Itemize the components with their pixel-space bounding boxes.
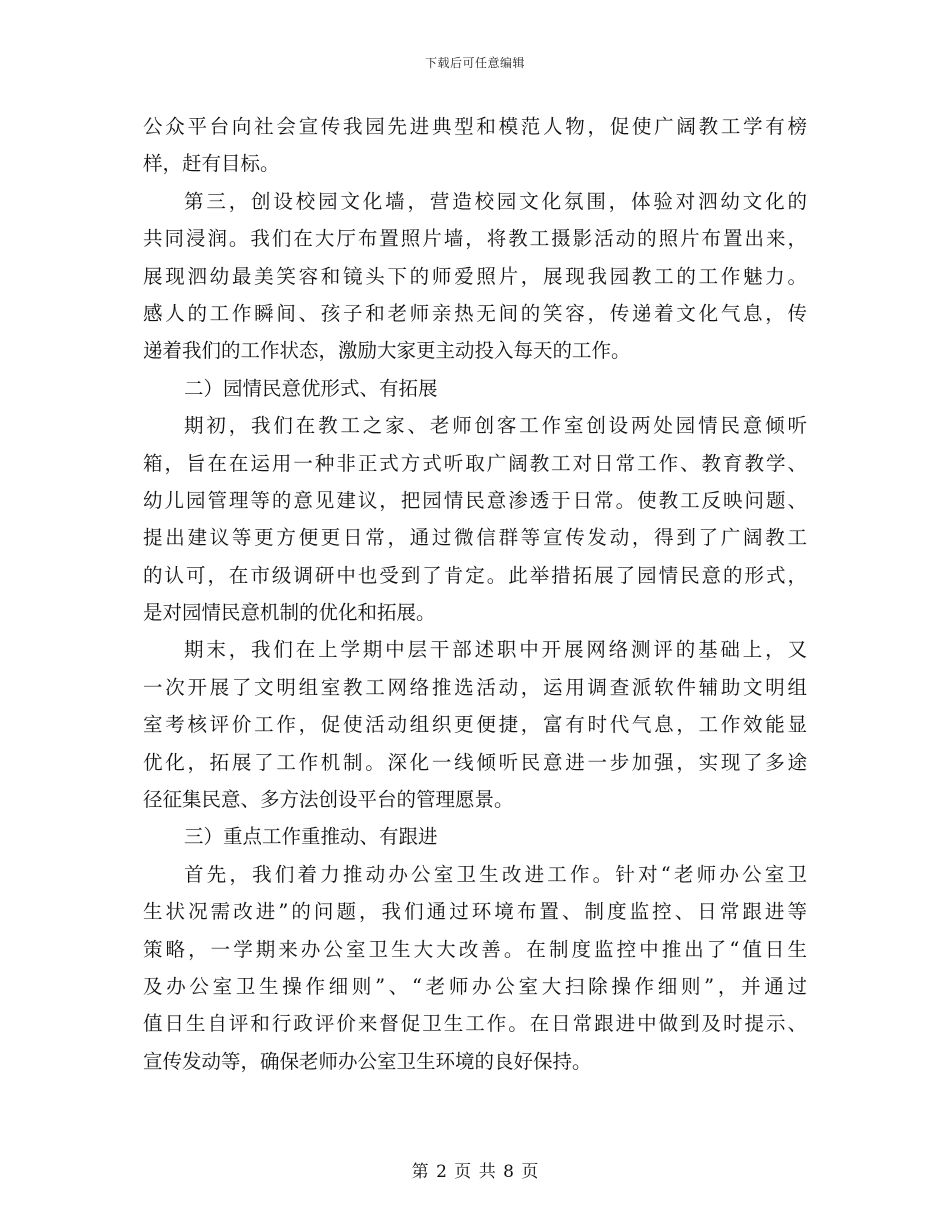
text-line: 生状况需改进”的问题，我们通过环境布置、制度监控、日常跟进等 — [143, 900, 807, 924]
text-line: 径征集民意、多方法创设平台的管理愿景。 — [143, 788, 514, 812]
text-line: 公众平台向社会宣传我园先进典型和模范人物，促使广阔教工学有榜 — [143, 115, 807, 138]
text-line: 期末，我们在上学期中层干部述职中开展网络测评的基础上，又 — [184, 638, 807, 662]
page-header: 下载后可任意编辑 — [424, 56, 525, 70]
page-footer: 第 2 页 共 8 页 — [411, 1162, 539, 1182]
text-line: 期初，我们在教工之家、老师创客工作室创设两处园情民意倾听 — [184, 414, 807, 438]
text-line: 三）重点工作重推动、有跟进 — [184, 825, 438, 849]
text-line: 展现泗幼最美笑容和镜头下的师爱照片，展现我园教工的工作魅力。 — [143, 264, 807, 288]
text-line: 及办公室卫生操作细则”、“老师办公室大扫除操作细则”，并通过 — [143, 974, 807, 998]
text-line: 一次开展了文明组室教工网络推选活动，运用调查派软件辅助文明组 — [143, 675, 807, 699]
text-line: 箱，旨在在运用一种非正式方式听取广阔教工对日常工作、教育教学、 — [143, 451, 807, 475]
text-line: 宣传发动等，确保老师办公室卫生环境的良好保持。 — [143, 1049, 592, 1073]
text-line: 共同浸润。我们在大厅布置照片墙，将教工摄影活动的照片布置出来， — [143, 227, 807, 251]
text-line: 策略，一学期来办公室卫生大大改善。在制度监控中推出了“值日生 — [143, 937, 807, 961]
text-line: 二）园情民意优形式、有拓展 — [184, 376, 438, 400]
text-line: 首先，我们着力推动办公室卫生改进工作。针对“老师办公室卫 — [184, 862, 807, 886]
text-line: 提出建议等更方便更日常，通过微信群等宣传发动，得到了广阔教工 — [143, 526, 807, 550]
text-line: 样，赶有目标。 — [143, 152, 280, 176]
document-body — [143, 108, 807, 1080]
text-line: 幼儿园管理等的意见建议，把园情民意渗透于日常。使教工反映问题、 — [143, 488, 807, 512]
text-line: 递着我们的工作状态，激励大家更主动投入每天的工作。 — [143, 339, 631, 363]
text-line: 第三，创设校园文化墙，营造校园文化氛围，体验对泗幼文化的 — [184, 189, 807, 213]
text-line: 值日生自评和行政评价来督促卫生工作。在日常跟进中做到及时提示、 — [143, 1012, 807, 1036]
text-line: 是对园情民意机制的优化和拓展。 — [143, 601, 436, 625]
text-line: 感人的工作瞬间、孩子和老师亲热无间的笑容，传递着文化气息，传 — [143, 301, 807, 325]
text-line: 优化，拓展了工作机制。深化一线倾听民意进一步加强，实现了多途 — [143, 750, 807, 774]
text-line: 室考核评价工作，促使活动组织更便捷，富有时代气息，工作效能显 — [143, 713, 807, 737]
text-line: 的认可，在市级调研中也受到了肯定。此举措拓展了园情民意的形式， — [143, 563, 807, 587]
